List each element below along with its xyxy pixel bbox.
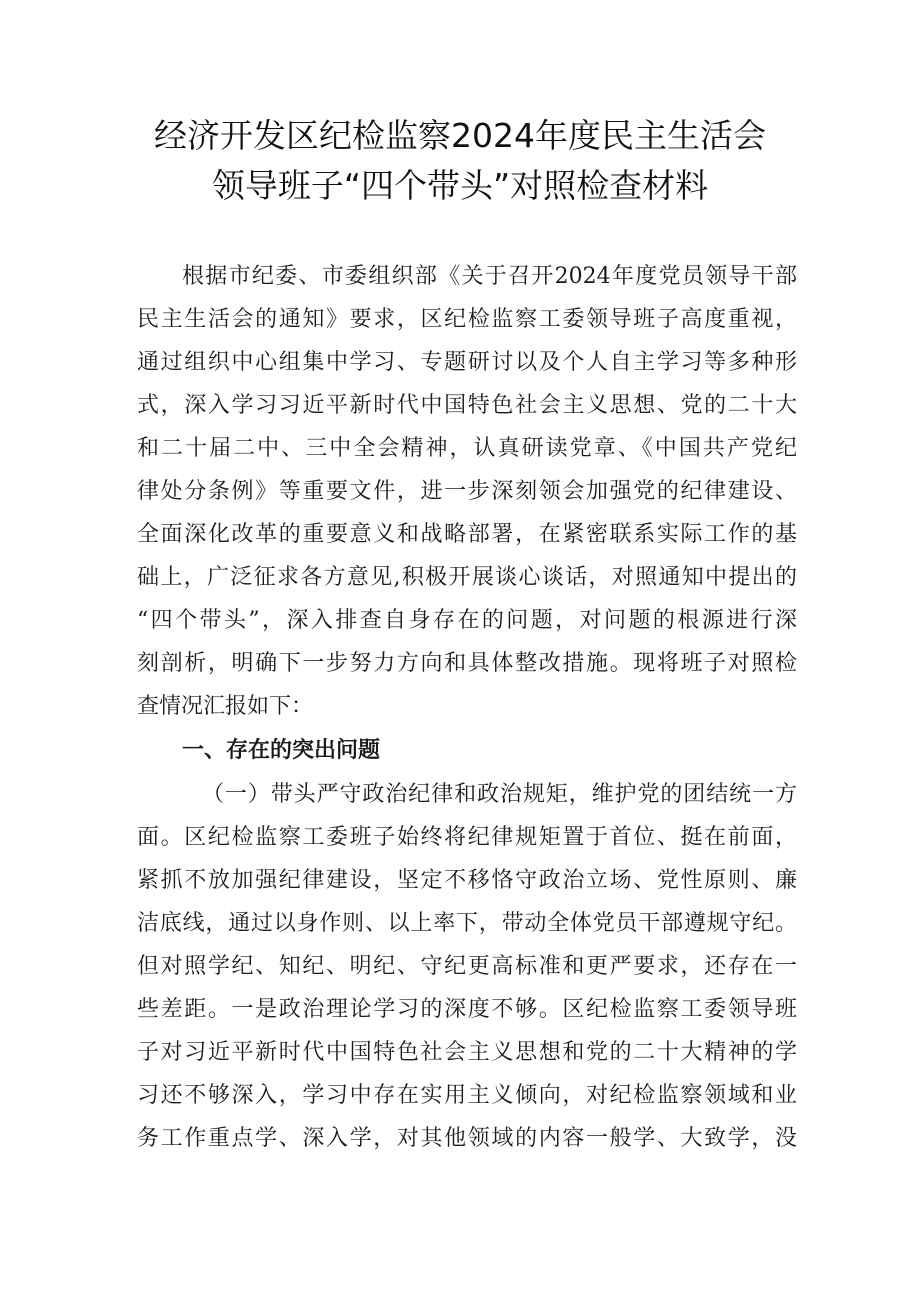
body-line: “四个带头”，深入排查自身存在的问题，对问题的根源进行深 [137,608,797,633]
body-line: 紧抓不放加强纪律建设，坚定不移恪守政治立场、党性原则、廉 [137,868,797,893]
body-line: 通过组织中心组集中学习、专题研讨以及个人自主学习等多种形 [137,350,797,375]
document-title-line-2: 领导班子“四个带头”对照检查材料 [211,166,709,205]
body-line: 些差距。一是政治理论学习的深度不够。区纪检监察工委领导班 [137,997,797,1022]
body-line: 洁底线，通过以身作则、以上率下，带动全体党员干部遵规守纪。 [137,911,797,936]
body-line: 和二十届二中、三中全会精神，认真研读党章、《中国共产党纪 [137,436,797,461]
body-line: 但对照学纪、知纪、明纪、守纪更高标准和更严要求，还存在一 [137,954,797,979]
body-line: 全面深化改革的重要意义和战略部署，在紧密联系实际工作的基 [137,522,797,547]
body-line: 根据市纪委、市委组织部《关于召开2024年度党员领导干部 [182,264,797,289]
body-line: 刻剖析，明确下一步努力方向和具体整改措施。现将班子对照检 [137,651,797,676]
document-title-line-1: 经济开发区纪检监察2024年度民主生活会 [154,116,766,155]
body-line: 查情况汇报如下： [137,694,314,719]
body-line: 律处分条例》等重要文件，进一步深刻领会加强党的纪律建设、 [137,479,797,504]
body-line: 民主生活会的通知》要求，区纪检监察工委领导班子高度重视， [137,307,797,332]
body-line: 习还不够深入，学习中存在实用主义倾向，对纪检监察领域和业 [137,1083,797,1108]
section-heading: 一、存在的突出问题 [182,738,381,763]
body-line: 础上，广泛征求各方意见,积极开展谈心谈话，对照通知中提出的 [137,565,797,590]
body-line: 式，深入学习习近平新时代中国特色社会主义思想、党的二十大 [137,393,797,418]
body-line: 务工作重点学、深入学，对其他领域的内容一般学、大致学，没 [137,1126,797,1151]
body-line: 面。区纪检监察工委班子始终将纪律规矩置于首位、挺在前面， [137,825,797,850]
body-line: 子对习近平新时代中国特色社会主义思想和党的二十大精神的学 [137,1040,797,1065]
body-line: （一）带头严守政治纪律和政治规矩，维护党的团结统一方 [202,782,797,807]
